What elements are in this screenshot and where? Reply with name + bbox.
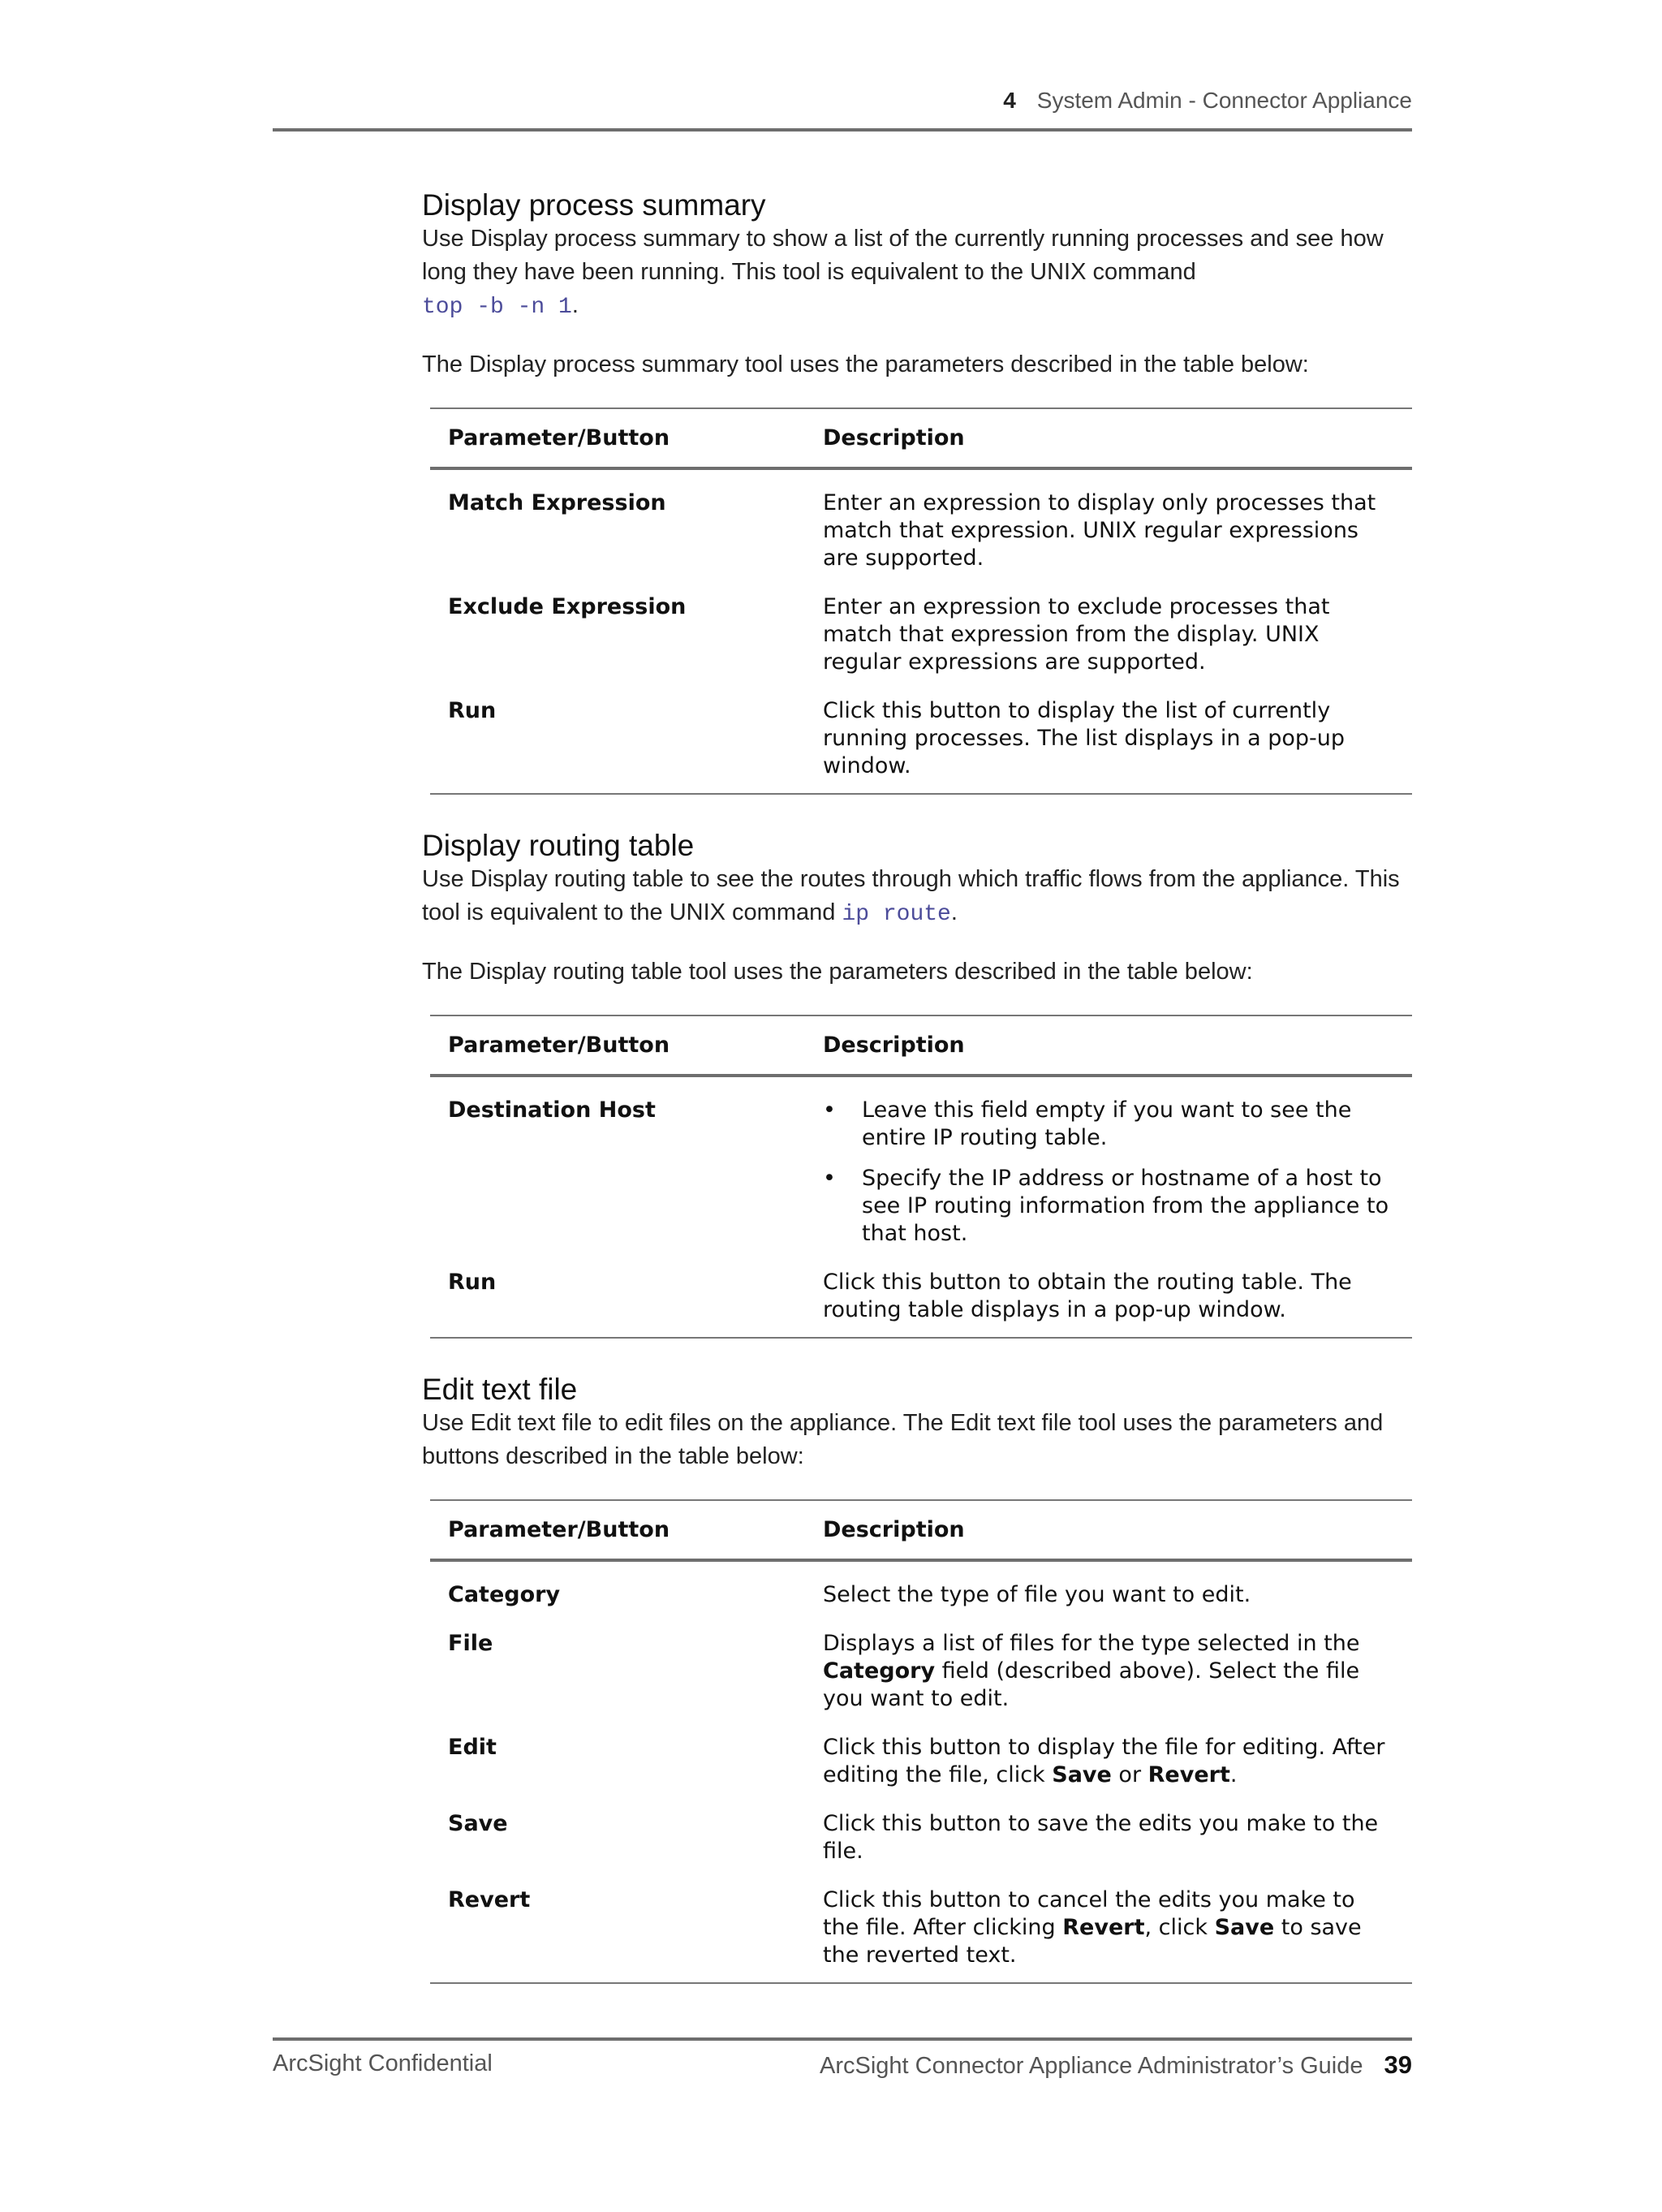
section-display-routing-table	[422, 829, 1412, 1339]
parameter-description: Select the type of file you want to edit.	[823, 1582, 1251, 1607]
section-title: Display routing table	[422, 829, 695, 862]
table-row	[430, 1269, 1412, 1338]
parameter-name: Edit	[448, 1735, 497, 1760]
parameter-name: Destination Host	[448, 1097, 656, 1123]
parameter-description: Enter an expression to display only processes that match that expression. UNIX regular expressions are supported.	[823, 490, 1376, 571]
column-header-description: Description	[805, 1015, 1412, 1076]
parameter-name: File	[448, 1631, 493, 1656]
parameter-name: Revert	[430, 1886, 805, 1983]
parameter-description	[805, 1886, 1412, 1983]
desc-text: Click this button to display the file for editing. After editing the file, click	[823, 1735, 1385, 1787]
parameter-name: Save	[448, 1811, 508, 1836]
parameter-description: Click this button to display the list of currently running processes. The list displays in a pop-up window.	[805, 697, 1412, 794]
section-intro	[422, 222, 1412, 324]
parameter-name: Match Expression	[448, 490, 666, 515]
unix-command: ip route	[842, 902, 951, 927]
parameter-description: Click this button to obtain the routing table. The routing table displays in a pop-up window.	[805, 1269, 1412, 1338]
table-row	[430, 593, 1412, 697]
parameter-name: Run	[430, 1269, 805, 1338]
intro-text: Use Display process summary to show a list of the currently running processes and see how long they have been running. This tool is equivalent to the UNIX command	[422, 226, 1384, 285]
page-footer	[273, 2037, 1412, 2080]
section-title: Display process summary	[422, 188, 766, 222]
parameter-table	[430, 407, 1412, 795]
parameter-description: Click this button to save the edits you make to the file.	[823, 1811, 1379, 1864]
desc-text: or	[1111, 1762, 1148, 1787]
section-display-process-summary	[422, 188, 1412, 795]
table-header-row	[430, 1500, 1412, 1560]
section-edit-text-file	[422, 1373, 1412, 1984]
parameter-table	[430, 1015, 1412, 1339]
parameter-table	[430, 1499, 1412, 1984]
chapter-number: 4	[1003, 88, 1016, 113]
table-header-row	[430, 408, 1412, 468]
column-header-parameter: Parameter/Button	[430, 408, 805, 468]
section-intro	[422, 863, 1412, 931]
field-reference: Category	[823, 1658, 936, 1684]
list-item: • Specify the IP address or hostname of a host to see IP routing information from the appliance to that host.	[823, 1165, 1394, 1248]
button-reference: Save	[1214, 1915, 1275, 1940]
page-number: 39	[1384, 2050, 1412, 2079]
desc-text: Click this button to cancel the edits you make to the file. After clicking	[823, 1887, 1355, 1940]
parameter-name: Run	[430, 697, 805, 794]
desc-text: field (described above). Select the file you want to edit.	[823, 1658, 1360, 1711]
bullet-list	[823, 1097, 1394, 1248]
intro-punct: .	[950, 899, 958, 925]
chapter-title: System Admin - Connector Appliance	[1036, 88, 1412, 113]
column-header-description: Description	[805, 1500, 1412, 1560]
table-row	[430, 697, 1412, 794]
parameter-description	[805, 1630, 1412, 1734]
desc-text: to save the reverted text.	[823, 1915, 1362, 1968]
column-header-parameter: Parameter/Button	[430, 1015, 805, 1076]
main-content	[422, 188, 1412, 1984]
table-row	[430, 1630, 1412, 1734]
section-intro: Use Edit text file to edit files on the appliance. The Edit text file tool uses the parameters and buttons described in the table below:	[422, 1410, 1384, 1469]
table-row	[430, 1076, 1412, 1269]
table-row	[430, 1560, 1412, 1630]
desc-text: .	[1229, 1762, 1238, 1787]
section-title: Edit text file	[422, 1373, 578, 1406]
parameter-description: Enter an expression to exclude processes that match that expression from the display. UNIX regular expressions are supported.	[823, 594, 1330, 675]
parameter-description	[805, 1076, 1412, 1269]
unix-command: top -b -n 1	[422, 295, 572, 320]
parameter-description	[805, 1734, 1412, 1810]
page-header	[273, 88, 1412, 132]
parameter-name: Exclude Expression	[448, 594, 687, 619]
list-item: • Leave this field empty if you want to see the entire IP routing table.	[823, 1097, 1394, 1152]
table-lead: The Display routing table tool uses the parameters described in the table below:	[422, 959, 1253, 985]
intro-punct: .	[571, 292, 579, 318]
desc-text: , click	[1144, 1915, 1215, 1940]
table-lead: The Display process summary tool uses the parameters described in the table below:	[422, 351, 1309, 377]
table-row	[430, 468, 1412, 593]
column-header-parameter: Parameter/Button	[430, 1500, 805, 1560]
intro-text: Use Display routing table to see the routes through which traffic flows from the appliance. This tool is equivalent to the UNIX command	[422, 866, 1400, 925]
button-reference: Revert	[1062, 1915, 1145, 1940]
table-header-row	[430, 1015, 1412, 1076]
table-row	[430, 1734, 1412, 1810]
column-header-description: Description	[805, 408, 1412, 468]
footer-confidential: ArcSight Confidential	[273, 2050, 493, 2076]
table-row	[430, 1886, 1412, 1983]
footer-guide	[820, 2050, 1412, 2080]
button-reference: Revert	[1147, 1762, 1230, 1787]
table-row	[430, 1810, 1412, 1886]
footer-guide-title: ArcSight Connector Appliance Administrator’s Guide	[820, 2053, 1363, 2079]
desc-text: Displays a list of files for the type selected in the	[823, 1631, 1360, 1656]
parameter-name: Category	[448, 1582, 561, 1607]
button-reference: Save	[1052, 1762, 1112, 1787]
